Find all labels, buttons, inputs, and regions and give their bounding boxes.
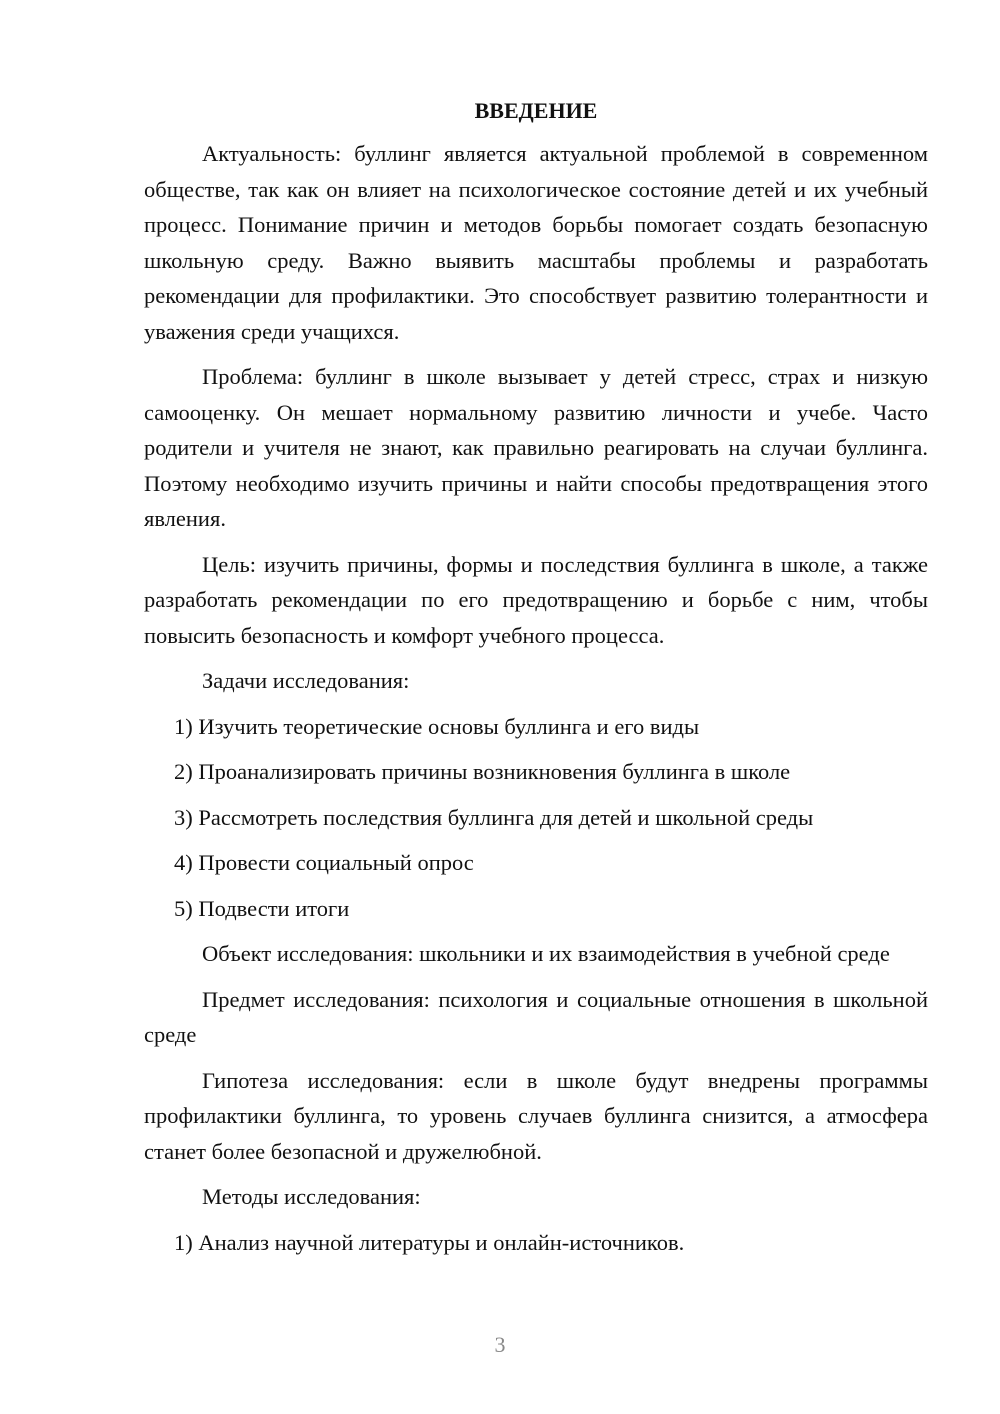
paragraph-relevance: Актуальность: буллинг является актуальной проблемой в современном обществе, так как он влияет на психологическое состояние детей и их учебный процесс. Понимание причин и методов борьбы помогает создать безопасную школьную среду. Важно выявить масштабы проблемы и разработать рекомендации для профилактики. Это способствует развитию толерантности и уважения среди учащихся.	[144, 141, 928, 344]
list-item: 1) Анализ научной литературы и онлайн-источников.	[174, 1229, 685, 1255]
tasks-list	[144, 709, 928, 927]
tasks-heading: Задачи исследования:	[202, 668, 410, 693]
list-item: 1) Изучить теоретические основы буллинга и его виды	[174, 713, 700, 739]
paragraph-subject: Предмет исследования: психология и социальные отношения в школьной среде	[144, 986, 928, 1047]
page-content	[144, 96, 928, 1270]
list-item: 5) Подвести итоги	[174, 895, 350, 921]
list-item: 2) Проанализировать причины возникновения буллинга в школе	[174, 759, 791, 784]
list-item: 4) Провести социальный опрос	[174, 850, 474, 875]
paragraph-hypothesis: Гипотеза исследования: если в школе будут внедрены программы профилактики буллинга, то уровень случаев буллинга снизится, а атмосфера станет более безопасной и дружелюбной.	[144, 1067, 928, 1164]
methods-list	[144, 1225, 928, 1261]
methods-heading: Методы исследования:	[202, 1184, 421, 1209]
section-title: ВВЕДЕНИЕ	[474, 98, 598, 123]
list-item: 3) Рассмотреть последствия буллинга для детей и школьной среды	[174, 804, 814, 830]
paragraph-goal: Цель: изучить причины, формы и последствия буллинга в школе, а также разработать рекомендации по его предотвращению и борьбе с ним, чтобы повысить безопасность и комфорт учебного процесса.	[144, 551, 928, 648]
page-number: 3	[494, 1332, 506, 1357]
paragraph-object: Объект исследования: школьники и их взаимодействия в учебной среде	[202, 941, 890, 966]
paragraph-problem: Проблема: буллинг в школе вызывает у детей стресс, страх и низкую самооценку. Он мешает нормальному развитию личности и учебе. Часто родители и учителя не знают, как правильно реагировать на случаи буллинга. Поэтому необходимо изучить причины и найти способы предотвращения этого явления.	[144, 364, 928, 531]
